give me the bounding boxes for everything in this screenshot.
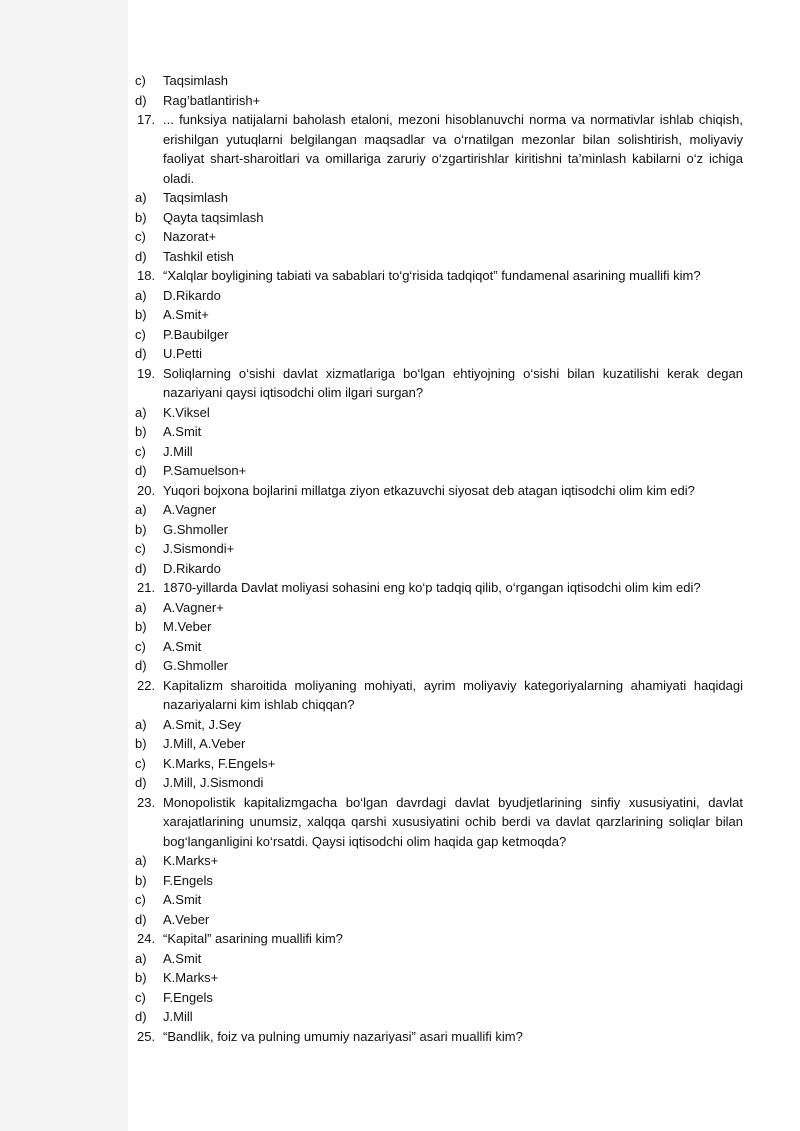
- option-text: P.Baubilger: [163, 326, 229, 342]
- option-text: K.Marks, F.Engels+: [163, 755, 276, 771]
- option-text: P.Samuelson+: [163, 463, 247, 478]
- question-item: [135, 578, 743, 598]
- answer-option: [135, 461, 743, 481]
- option-letter: a): [135, 502, 147, 517]
- option-text: K.Viksel: [163, 404, 210, 420]
- question-number: 19.: [137, 365, 156, 381]
- question-number: 24.: [137, 931, 156, 946]
- option-letter: c): [135, 638, 146, 654]
- option-text: A.Smit: [163, 892, 202, 907]
- option-letter: a): [135, 190, 147, 205]
- document-body: [135, 71, 743, 1046]
- option-letter: c): [135, 989, 146, 1005]
- answer-option: [135, 305, 743, 325]
- question-text: Soliqlarning o‘sishi davlat xizmatlariga bo‘lgan ehtiyojning o‘sishi bilan kuzatilishi kerak degan nazariyani qaysi iqtisodchi olim ilgari surgan?: [163, 365, 743, 400]
- option-letter: b): [135, 521, 147, 537]
- answer-option: [135, 598, 743, 618]
- option-text: F.Engels: [163, 989, 213, 1005]
- option-letter: c): [135, 755, 146, 771]
- option-letter: d): [135, 775, 147, 790]
- option-text: J.Mill, A.Veber: [163, 736, 246, 751]
- question-item: [135, 481, 743, 501]
- answer-option: [135, 773, 743, 793]
- option-text: A.Smit+: [163, 307, 209, 322]
- answer-option: [135, 637, 743, 657]
- question-item: [135, 364, 743, 403]
- option-letter: a): [135, 404, 147, 420]
- question-text: “Xalqlar boyligining tabiati va sabablari to‘g‘risida tadqiqot” fundamenal asarining muallifi kim?: [163, 268, 701, 283]
- answer-option: [135, 656, 743, 676]
- answer-option: [135, 227, 743, 247]
- option-text: Taqsimlash: [163, 190, 229, 205]
- option-letter: b): [135, 736, 147, 751]
- answer-option: [135, 520, 743, 540]
- answer-option: [135, 188, 743, 208]
- answer-option: [135, 286, 743, 306]
- option-text: G.Shmoller: [163, 658, 229, 673]
- option-text: A.Smit: [163, 950, 202, 966]
- option-letter: d): [135, 911, 147, 927]
- option-letter: d): [135, 346, 147, 361]
- answer-option: [135, 500, 743, 520]
- answer-option: [135, 91, 743, 111]
- option-text: J.Mill: [163, 443, 193, 459]
- option-letter: d): [135, 658, 147, 673]
- question-item: [135, 110, 743, 188]
- option-text: A.Smit: [163, 424, 202, 439]
- answer-option: [135, 403, 743, 423]
- answer-option: [135, 325, 743, 345]
- option-letter: b): [135, 307, 147, 322]
- option-text: A.Vagner+: [163, 599, 224, 615]
- question-number: 18.: [137, 268, 156, 283]
- option-letter: a): [135, 950, 147, 966]
- answer-option: [135, 988, 743, 1008]
- question-number: 22.: [137, 677, 156, 693]
- option-text: K.Marks+: [163, 853, 219, 868]
- question-item: [135, 1027, 743, 1047]
- option-letter: d): [135, 463, 147, 478]
- question-item: [135, 793, 743, 852]
- option-text: U.Petti: [163, 346, 203, 361]
- option-text: D.Rikardo: [163, 287, 221, 303]
- question-item: [135, 266, 743, 286]
- option-letter: a): [135, 599, 147, 615]
- answer-option: [135, 734, 743, 754]
- answer-option: [135, 890, 743, 910]
- answer-option: [135, 1007, 743, 1027]
- option-letter: b): [135, 970, 147, 985]
- option-text: G.Shmoller: [163, 521, 229, 537]
- question-text: ... funksiya natijalarni baholash etaloni, mezoni hisoblanuvchi norma va normativlar ishlab chiqish, erishilgan yutuqlarni belgilangan maqsadlar va o‘rnatilgan mezonlar bilan solishtirish, moliyaviy faoliyat shart-sharoitlari va omillariga zaruriy o‘zgartirishlar kiritishni ta’minlash kabilarni o‘z ichiga oladi.: [163, 112, 743, 186]
- option-letter: b): [135, 619, 147, 634]
- answer-option: [135, 617, 743, 637]
- option-text: J.Mill: [163, 1009, 193, 1024]
- option-text: F.Engels: [163, 872, 213, 888]
- option-text: A.Smit: [163, 638, 202, 654]
- option-letter: a): [135, 853, 147, 868]
- answer-option: [135, 442, 743, 462]
- option-text: Qayta taqsimlash: [163, 209, 264, 225]
- question-text: Yuqori bojxona bojlarini millatga ziyon etkazuvchi siyosat deb atagan iqtisodchi olim kim edi?: [163, 482, 695, 498]
- answer-option: [135, 422, 743, 442]
- answer-option: [135, 344, 743, 364]
- option-letter: c): [135, 326, 146, 342]
- answer-option: [135, 968, 743, 988]
- question-number: 21.: [137, 580, 156, 595]
- answer-option: [135, 754, 743, 774]
- answer-option: [135, 247, 743, 267]
- option-letter: c): [135, 541, 146, 556]
- question-item: [135, 676, 743, 715]
- option-letter: c): [135, 73, 146, 88]
- question-item: [135, 929, 743, 949]
- option-text: J.Sismondi+: [163, 541, 235, 556]
- option-letter: a): [135, 287, 147, 303]
- question-text: “Kapital” asarining muallifi kim?: [163, 931, 343, 946]
- answer-option: [135, 539, 743, 559]
- option-text: J.Mill, J.Sismondi: [163, 775, 264, 790]
- answer-option: [135, 949, 743, 969]
- question-text: 1870-yillarda Davlat moliyasi sohasini eng ko‘p tadqiq qilib, o‘rgangan iqtisodchi olim kim edi?: [163, 580, 701, 595]
- option-text: D.Rikardo: [163, 560, 221, 576]
- option-text: K.Marks+: [163, 970, 219, 985]
- option-letter: d): [135, 560, 147, 576]
- question-number: 25.: [137, 1028, 156, 1044]
- option-text: Rag’batlantirish+: [163, 92, 261, 108]
- option-text: A.Smit, J.Sey: [163, 716, 242, 732]
- answer-option: [135, 871, 743, 891]
- question-number: 23.: [137, 794, 156, 810]
- option-letter: a): [135, 716, 147, 732]
- option-text: Taqsimlash: [163, 73, 229, 88]
- option-letter: c): [135, 443, 146, 459]
- answer-option: [135, 715, 743, 735]
- option-text: A.Veber: [163, 911, 210, 927]
- answer-option: [135, 208, 743, 228]
- question-number: 20.: [137, 482, 156, 498]
- answer-option: [135, 910, 743, 930]
- option-letter: b): [135, 209, 147, 225]
- option-letter: d): [135, 1009, 147, 1024]
- answer-option: [135, 851, 743, 871]
- answer-option: [135, 559, 743, 579]
- question-text: Kapitalizm sharoitida moliyaning mohiyati, ayrim moliyaviy kategoriyalarning ahamiyati haqidagi nazariyalarni kim ishlab chiqqan?: [163, 677, 743, 712]
- answer-option: [135, 71, 743, 91]
- option-letter: b): [135, 424, 147, 439]
- question-text: “Bandlik, foiz va pulning umumiy nazariyasi” asari muallifi kim?: [163, 1028, 523, 1044]
- option-text: Nazorat+: [163, 229, 217, 244]
- option-letter: d): [135, 92, 147, 108]
- question-text: Monopolistik kapitalizmgacha bo‘lgan davrdagi davlat byudjetlarining sinfiy xususiyatini, davlat xarajatlarining unumsiz, xalqqa qarshi xususiyatini ochib berdi va davlat qarzlarining soliqlar bilan bog‘langanligini ko‘rsatdi. Qaysi iqtisodchi olim haqida gap ketmoqda?: [163, 794, 743, 849]
- option-letter: d): [135, 248, 147, 264]
- option-text: Tashkil etish: [163, 248, 234, 264]
- question-number: 17.: [137, 112, 156, 127]
- option-letter: b): [135, 872, 147, 888]
- option-letter: c): [135, 892, 146, 907]
- option-text: A.Vagner: [163, 502, 217, 517]
- option-letter: c): [135, 229, 146, 244]
- option-text: M.Veber: [163, 619, 212, 634]
